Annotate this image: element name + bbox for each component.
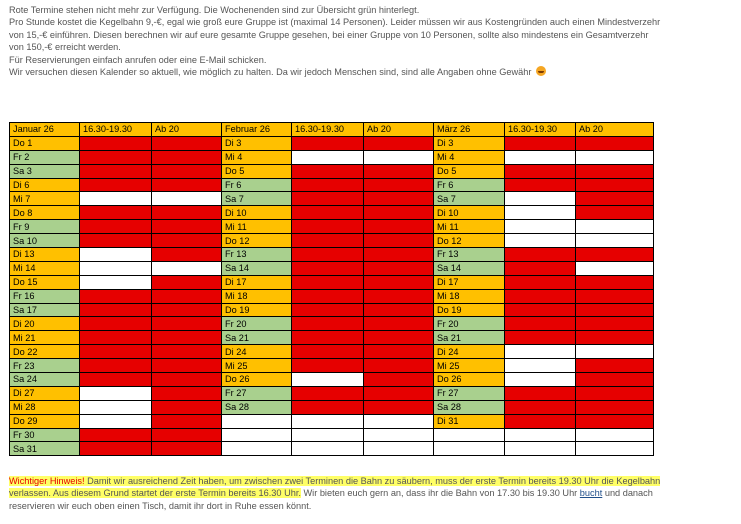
slot-booked [576, 164, 654, 178]
day-label: Sa 3 [10, 164, 80, 178]
slot-booked [576, 192, 654, 206]
table-row [10, 275, 654, 289]
day-label: Di 13 [10, 248, 80, 262]
day-label: Do 29 [10, 414, 80, 428]
day-label: Mi 4 [222, 150, 292, 164]
slot-free [292, 150, 364, 164]
notice-text-end: und danach [602, 488, 653, 499]
slot-booked [576, 136, 654, 150]
day-label: Do 26 [222, 373, 292, 387]
day-label: Sa 14 [222, 261, 292, 275]
day-label: Do 22 [10, 345, 80, 359]
slot-booked [152, 164, 222, 178]
table-row [10, 248, 654, 262]
day-label: Sa 7 [434, 192, 505, 206]
month-header: März 26 [434, 123, 505, 137]
slot-booked [152, 248, 222, 262]
slot-booked [505, 164, 576, 178]
slot-header: Ab 20 [364, 123, 434, 137]
day-label: Sa 7 [222, 192, 292, 206]
table-row [10, 359, 654, 373]
slot-free [505, 192, 576, 206]
table-row [10, 428, 654, 442]
slot-booked [80, 331, 152, 345]
empty-cell [222, 428, 292, 442]
slot-free [576, 345, 654, 359]
day-label: Fr 13 [222, 248, 292, 262]
slot-booked [364, 400, 434, 414]
slot-header: 16.30-19.30 [80, 123, 152, 137]
slot-booked [576, 248, 654, 262]
slot-booked [292, 192, 364, 206]
day-label: Mi 28 [10, 400, 80, 414]
table-row [10, 220, 654, 234]
slot-booked [152, 234, 222, 248]
day-label: Mi 25 [434, 359, 505, 373]
slot-booked [292, 303, 364, 317]
slot-booked [576, 289, 654, 303]
table-row [10, 303, 654, 317]
slot-free [505, 359, 576, 373]
slot-booked [505, 248, 576, 262]
slot-booked [80, 359, 152, 373]
slot-booked [80, 303, 152, 317]
intro-line-disclaimer [9, 66, 734, 78]
slot-free [576, 150, 654, 164]
day-label: Do 15 [10, 275, 80, 289]
day-label: Sa 31 [10, 442, 80, 456]
day-label: Di 17 [434, 275, 505, 289]
slot-booked [364, 331, 434, 345]
notice-highlight-text-1: Damit wir ausreichend Zeit haben, um zwischen zwei Terminen die Bahn zu säubern, muss der erste Termin bereits 19.30 Uhr die Kegelbahn [84, 476, 661, 486]
slot-booked [364, 303, 434, 317]
empty-cell [292, 442, 364, 456]
empty-cell [222, 442, 292, 456]
slot-booked [364, 386, 434, 400]
slot-booked [152, 275, 222, 289]
slot-booked [505, 178, 576, 192]
slot-booked [152, 206, 222, 220]
slot-booked [576, 317, 654, 331]
day-label: Do 8 [10, 206, 80, 220]
slot-booked [292, 345, 364, 359]
slot-free [80, 275, 152, 289]
table-row [10, 317, 654, 331]
slot-booked [505, 289, 576, 303]
slot-booked [364, 261, 434, 275]
notice-highlight-text-2: verlassen. Aus diesem Grund startet der erste Termin bereits 16.30 Uhr. [9, 488, 301, 499]
notice-line-3: reservieren wir euch oben einen Tisch, damit ihr dort in Ruhe essen könnt. [9, 500, 312, 511]
slot-booked [576, 400, 654, 414]
day-label: Fr 27 [222, 386, 292, 400]
day-label: Do 19 [222, 303, 292, 317]
day-label: Di 3 [434, 136, 505, 150]
slot-free [80, 400, 152, 414]
table-row [10, 234, 654, 248]
slot-booked [80, 428, 152, 442]
day-label: Do 12 [434, 234, 505, 248]
day-label: Fr 9 [10, 220, 80, 234]
day-label: Mi 18 [434, 289, 505, 303]
intro-line: Für Reservierungen einfach anrufen oder eine E-Mail schicken. [9, 54, 267, 65]
slot-booked [364, 248, 434, 262]
slot-booked [364, 164, 434, 178]
day-label: Do 26 [434, 373, 505, 387]
disclaimer-text: Wir versuchen diesen Kalender so aktuell, wie möglich zu halten. Da wir jedoch Menschen sind, sind alle Angaben ohne Gewähr [9, 67, 532, 78]
day-label: Mi 7 [10, 192, 80, 206]
slot-booked [364, 136, 434, 150]
slot-booked [80, 317, 152, 331]
notice-label: Wichtiger Hinweis! [9, 476, 85, 486]
slot-booked [152, 386, 222, 400]
booking-link[interactable]: bucht [579, 488, 603, 499]
slot-header: 16.30-19.30 [505, 123, 576, 137]
day-label: Do 5 [222, 164, 292, 178]
slot-booked [292, 136, 364, 150]
slot-booked [576, 275, 654, 289]
slot-free [364, 150, 434, 164]
day-label: Sa 28 [222, 400, 292, 414]
intro-line: von 15,-€ einführen. Diesen berechnen wir auf eure gesamte Gruppe gesehen, bei einer Gruppe von 10 Personen, sollte also mindestens ein Gesamtverzehr [9, 29, 649, 40]
table-row [10, 442, 654, 456]
table-row [10, 136, 654, 150]
slot-booked [152, 303, 222, 317]
slot-booked [152, 317, 222, 331]
slot-booked [576, 386, 654, 400]
notice-line-2 [9, 487, 734, 499]
slot-header: Ab 20 [576, 123, 654, 137]
day-label: Fr 2 [10, 150, 80, 164]
slot-free [152, 261, 222, 275]
slot-booked [292, 386, 364, 400]
slot-booked [505, 317, 576, 331]
slot-free [80, 192, 152, 206]
slot-free [505, 234, 576, 248]
table-row [10, 178, 654, 192]
slot-free [152, 192, 222, 206]
day-label: Mi 14 [10, 261, 80, 275]
day-label: Sa 17 [10, 303, 80, 317]
slot-free [505, 345, 576, 359]
notice-highlight [9, 476, 660, 486]
slot-booked [80, 373, 152, 387]
slot-booked [80, 220, 152, 234]
notice-text: Wir bieten euch gern an, dass ihr die Bahn von 17.30 bis 19.30 Uhr [300, 488, 580, 499]
day-label: Di 24 [434, 345, 505, 359]
slot-booked [152, 345, 222, 359]
day-label: Di 10 [434, 206, 505, 220]
slot-free [505, 373, 576, 387]
empty-cell [434, 428, 505, 442]
slot-free [80, 248, 152, 262]
smiling-face-icon [536, 66, 546, 76]
month-header: Januar 26 [10, 123, 80, 137]
slot-booked [152, 442, 222, 456]
slot-booked [152, 289, 222, 303]
empty-cell [505, 442, 576, 456]
table-row [10, 331, 654, 345]
table-row [10, 373, 654, 387]
slot-booked [364, 206, 434, 220]
empty-cell [576, 428, 654, 442]
month-header: Februar 26 [222, 123, 292, 137]
slot-booked [576, 206, 654, 220]
slot-free [576, 234, 654, 248]
slot-booked [152, 373, 222, 387]
slot-booked [364, 317, 434, 331]
day-label: Fr 20 [222, 317, 292, 331]
day-label: Fr 23 [10, 359, 80, 373]
slot-booked [364, 275, 434, 289]
day-label: Fr 16 [10, 289, 80, 303]
table-row [10, 164, 654, 178]
slot-booked [364, 234, 434, 248]
day-label: Do 12 [222, 234, 292, 248]
day-label: Fr 13 [434, 248, 505, 262]
slot-booked [152, 150, 222, 164]
slot-booked [576, 303, 654, 317]
day-label: Di 17 [222, 275, 292, 289]
slot-booked [80, 136, 152, 150]
slot-booked [292, 234, 364, 248]
slot-booked [576, 331, 654, 345]
day-label: Di 27 [10, 386, 80, 400]
empty-cell [364, 428, 434, 442]
slot-booked [152, 331, 222, 345]
slot-booked [152, 400, 222, 414]
slot-booked [80, 234, 152, 248]
slot-booked [292, 289, 364, 303]
day-label: Sa 14 [434, 261, 505, 275]
intro-line: von 150,-€ erreicht werden. [9, 42, 121, 53]
empty-cell [505, 428, 576, 442]
day-label: Di 20 [10, 317, 80, 331]
day-label: Di 10 [222, 206, 292, 220]
slot-booked [80, 345, 152, 359]
booking-calendar-table [9, 122, 654, 456]
slot-free [80, 261, 152, 275]
day-label: Fr 20 [434, 317, 505, 331]
slot-booked [364, 345, 434, 359]
slot-header: Ab 20 [152, 123, 222, 137]
slot-booked [292, 220, 364, 234]
slot-booked [505, 386, 576, 400]
slot-free [80, 414, 152, 428]
day-label: Do 19 [434, 303, 505, 317]
slot-booked [80, 289, 152, 303]
day-label: Fr 30 [10, 428, 80, 442]
day-label: Mi 25 [222, 359, 292, 373]
slot-free [576, 261, 654, 275]
day-label: Di 31 [434, 414, 505, 428]
slot-booked [364, 192, 434, 206]
empty-cell [292, 428, 364, 442]
slot-booked [292, 400, 364, 414]
slot-booked [364, 178, 434, 192]
slot-booked [505, 275, 576, 289]
slot-booked [576, 359, 654, 373]
table-row [10, 261, 654, 275]
day-label: Do 5 [434, 164, 505, 178]
calendar-header-row [10, 123, 654, 137]
table-row [10, 345, 654, 359]
slot-booked [152, 428, 222, 442]
slot-booked [80, 206, 152, 220]
day-label: Mi 11 [222, 220, 292, 234]
slot-booked [152, 136, 222, 150]
slot-booked [364, 373, 434, 387]
empty-cell [576, 442, 654, 456]
slot-booked [505, 136, 576, 150]
slot-booked [292, 178, 364, 192]
slot-booked [292, 317, 364, 331]
day-label: Do 1 [10, 136, 80, 150]
table-row [10, 414, 654, 428]
slot-booked [505, 331, 576, 345]
slot-header: 16.30-19.30 [292, 123, 364, 137]
day-label: Mi 4 [434, 150, 505, 164]
table-row [10, 150, 654, 164]
slot-booked [505, 261, 576, 275]
slot-free [576, 220, 654, 234]
day-label: Sa 21 [222, 331, 292, 345]
slot-booked [152, 220, 222, 234]
slot-booked [505, 414, 576, 428]
day-label: Sa 21 [434, 331, 505, 345]
day-label: Fr 6 [222, 178, 292, 192]
day-label: Mi 21 [10, 331, 80, 345]
table-row [10, 206, 654, 220]
table-row [10, 289, 654, 303]
intro-line: Rote Termine stehen nicht mehr zur Verfügung. Die Wochenenden sind zur Übersicht grün hinterlegt. [9, 5, 420, 15]
slot-booked [364, 359, 434, 373]
day-label: Di 6 [10, 178, 80, 192]
table-row [10, 386, 654, 400]
slot-booked [292, 275, 364, 289]
slot-free [505, 206, 576, 220]
intro-line: Pro Stunde kostet die Kegelbahn 9,-€, egal wie groß eure Gruppe ist (maximal 14 Personen). Leider müssen wir aus Kostengründen auch einen Mindestverzehr [9, 17, 661, 28]
empty-cell [364, 442, 434, 456]
day-label: Sa 28 [434, 400, 505, 414]
empty-cell [292, 414, 364, 428]
slot-booked [292, 248, 364, 262]
slot-free [505, 150, 576, 164]
day-label: Fr 27 [434, 386, 505, 400]
slot-booked [80, 150, 152, 164]
slot-booked [152, 359, 222, 373]
slot-booked [80, 442, 152, 456]
day-label: Sa 24 [10, 373, 80, 387]
empty-cell [434, 442, 505, 456]
slot-booked [364, 220, 434, 234]
slot-booked [505, 303, 576, 317]
empty-cell [364, 414, 434, 428]
day-label: Di 3 [222, 136, 292, 150]
slot-booked [292, 206, 364, 220]
notice-line-1 [9, 475, 734, 487]
slot-booked [576, 414, 654, 428]
day-label: Di 24 [222, 345, 292, 359]
slot-booked [80, 178, 152, 192]
intro-text [9, 4, 734, 78]
day-label: Fr 6 [434, 178, 505, 192]
day-label: Sa 10 [10, 234, 80, 248]
slot-booked [152, 178, 222, 192]
slot-free [80, 386, 152, 400]
important-notice [9, 475, 734, 512]
slot-booked [505, 400, 576, 414]
day-label: Mi 18 [222, 289, 292, 303]
table-row [10, 192, 654, 206]
slot-booked [292, 331, 364, 345]
day-label: Mi 11 [434, 220, 505, 234]
slot-booked [80, 164, 152, 178]
slot-booked [292, 164, 364, 178]
slot-booked [152, 414, 222, 428]
slot-free [292, 373, 364, 387]
slot-booked [292, 359, 364, 373]
slot-booked [576, 373, 654, 387]
slot-booked [292, 261, 364, 275]
table-row [10, 400, 654, 414]
slot-free [505, 220, 576, 234]
slot-booked [364, 289, 434, 303]
slot-booked [576, 178, 654, 192]
empty-cell [222, 414, 292, 428]
